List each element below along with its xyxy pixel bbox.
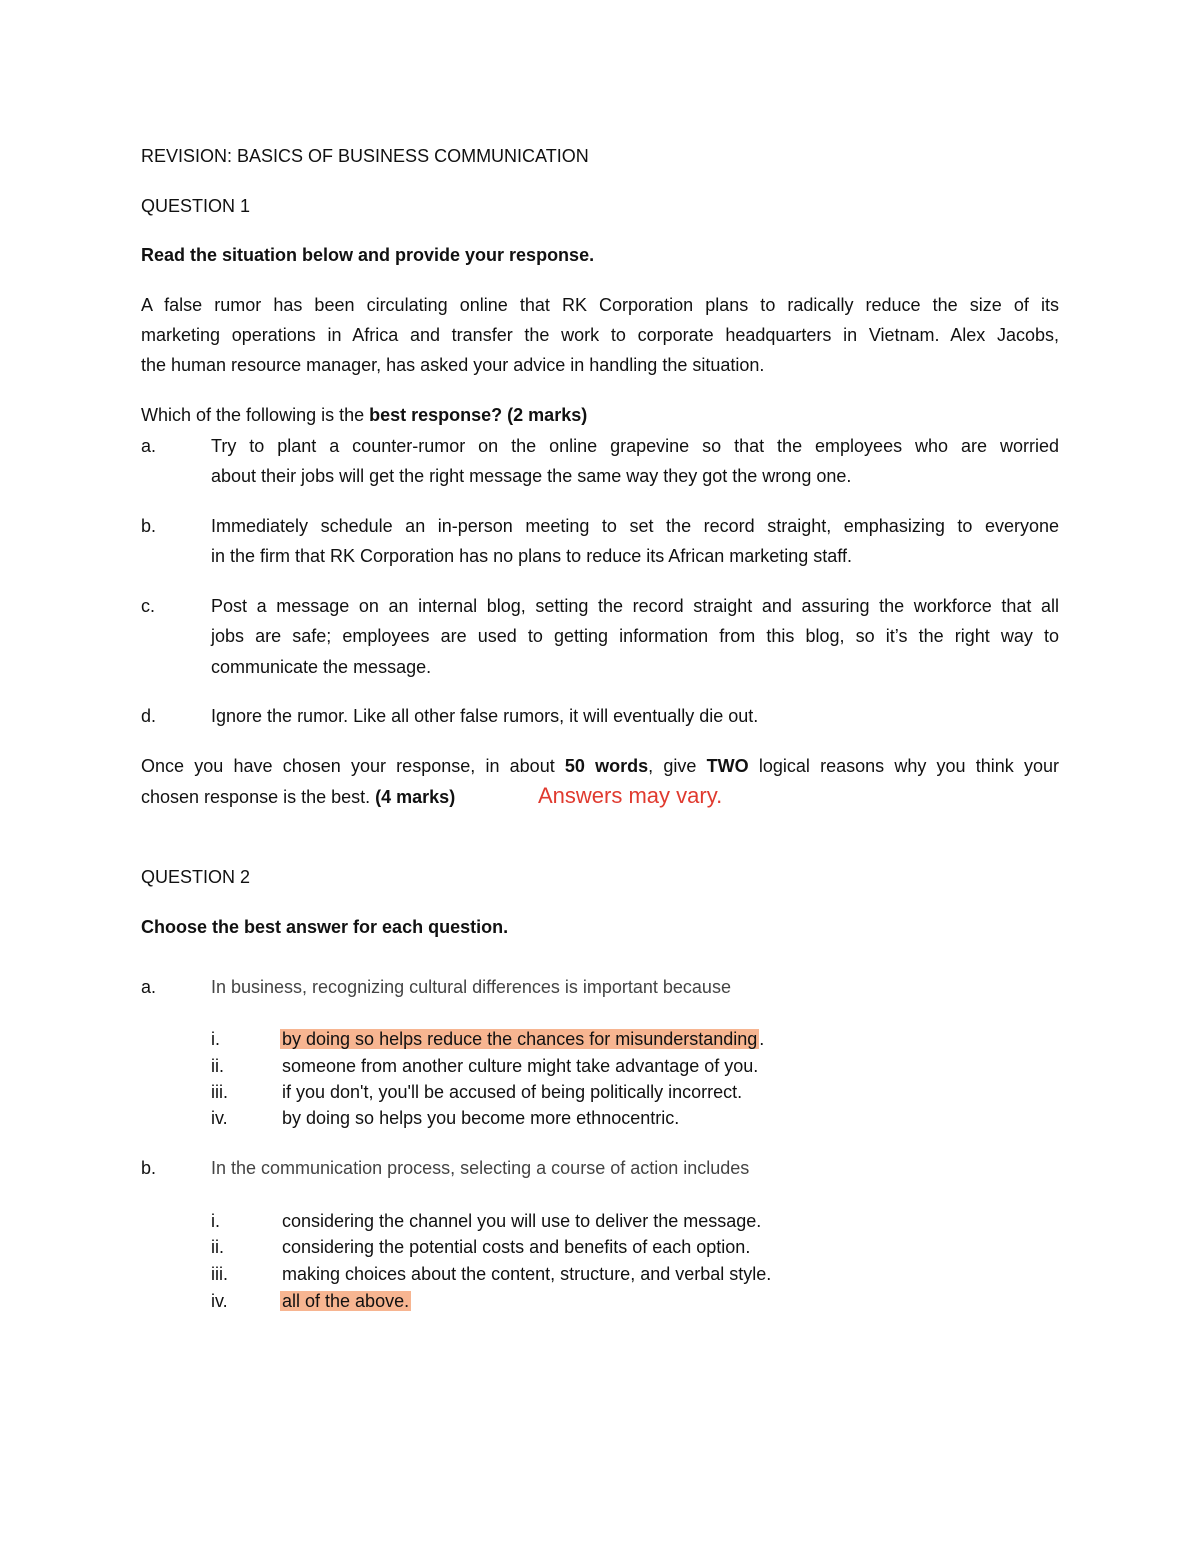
highlighted-answer: all of the above. [282,1291,410,1311]
option-c-line: communicate the message. [211,657,432,677]
choice-text [282,1290,411,1312]
choice-marker: ii. [211,1237,224,1257]
choice-marker: i. [211,1029,220,1049]
option-marker: a. [141,436,157,456]
option-b-line: in the firm that RK Corporation has no plans to reduce its African marketing staff. [211,546,852,566]
question-2-heading: QUESTION 2 [141,867,251,887]
prompt-bold-text: best response? (2 marks) [369,405,588,425]
option-marker: c. [141,596,156,616]
answer-note: Answers may vary. [538,783,723,808]
highlighted-answer: by doing so helps reduce the chances for misunderstanding [282,1029,758,1049]
item-a-stem: In business, recognizing cultural differences is important because [211,977,731,997]
option-a-line: about their jobs will get the right message the same way they got the wrong one. [211,466,852,486]
choice-text: making choices about the content, structure, and verbal style. [282,1264,772,1284]
followup-bold: (4 marks) [375,787,456,807]
followup-text: chosen response is the best. [141,787,376,807]
question-1-instruction: Read the situation below and provide your response. [141,245,595,265]
choice-marker: iii. [211,1082,228,1102]
choice-marker: iv. [211,1291,228,1311]
option-c-line: Post a message on an internal blog, setting the record straight and assuring the workforce that all [211,596,1059,616]
option-a-line: Try to plant a counter-rumor on the online grapevine so that the employees who are worried [211,436,1059,456]
scenario-line: the human resource manager, has asked your advice in handling the situation. [141,355,765,375]
choice-marker: i. [211,1211,220,1231]
choice-text: by doing so helps you become more ethnocentric. [282,1108,680,1128]
choice-marker: iv. [211,1108,228,1128]
scenario-line: marketing operations in Africa and transfer the work to corporate headquarters in Vietnam. Alex Jacobs, [141,325,1059,345]
choice-text: considering the channel you will use to deliver the message. [282,1211,762,1231]
question-2-instruction: Choose the best answer for each question. [141,917,509,937]
followup-line-1 [141,755,1059,777]
choice-text: considering the potential costs and benefits of each option. [282,1237,751,1257]
choice-marker: iii. [211,1264,228,1284]
item-marker: a. [141,977,157,997]
followup-text: Once you have chosen your response, in about [141,756,565,776]
followup-text: logical reasons why you think your [748,756,1060,776]
followup-text: , give [648,756,707,776]
option-marker: b. [141,516,157,536]
followup-bold: 50 words [564,756,649,776]
followup-bold: TWO [706,756,749,776]
choice-marker: ii. [211,1056,224,1076]
followup-line-2 [141,786,455,808]
choice-text [282,1028,764,1050]
question-1-heading: QUESTION 1 [141,196,251,216]
document-title: REVISION: BASICS OF BUSINESS COMMUNICATION [141,146,589,166]
question-1-prompt [141,404,1059,426]
choice-text: someone from another culture might take advantage of you. [282,1056,759,1076]
choice-suffix: . [759,1029,765,1049]
choice-text: if you don't, you'll be accused of being politically incorrect. [282,1082,743,1102]
option-d-line: Ignore the rumor. Like all other false rumors, it will eventually die out. [211,706,759,726]
item-b-stem: In the communication process, selecting a course of action includes [211,1158,750,1178]
scenario-line: A false rumor has been circulating online that RK Corporation plans to radically reduce the size of its [141,295,1059,315]
item-marker: b. [141,1158,157,1178]
option-marker: d. [141,706,157,726]
prompt-text: Which of the following is the [141,405,370,425]
option-b-line: Immediately schedule an in-person meeting to set the record straight, emphasizing to everyone [211,516,1059,536]
option-c-line: jobs are safe; employees are used to getting information from this blog, so it’s the right way to [211,626,1059,646]
